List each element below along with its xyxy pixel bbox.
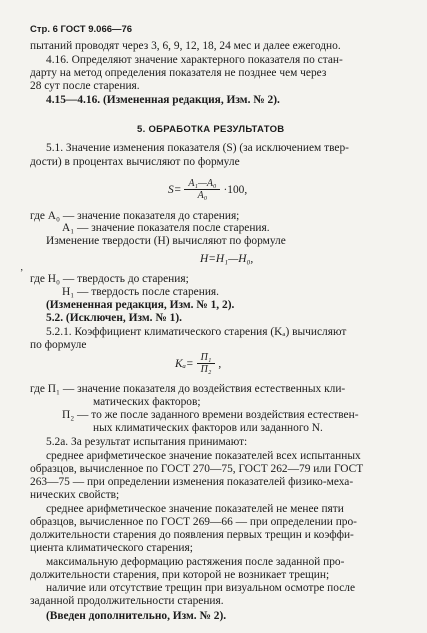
formula-text: H=H₁—H₀, xyxy=(200,253,254,265)
text-line: 263—75 — при определении изменения показателей физико-меха- xyxy=(30,476,354,488)
text-line: циента климатического старения; xyxy=(30,542,193,554)
text-line: H₁ — твердость после старения. xyxy=(62,286,219,298)
text-line: должительности старения до появления первых трещин и коэффи- xyxy=(30,529,354,541)
formula-rhs: ·100, xyxy=(223,183,248,196)
amendment-note: 5.2. (Исключен, Изм. № 1). xyxy=(46,312,182,324)
formula-s xyxy=(168,178,247,201)
formula-lhs: S= xyxy=(168,183,182,196)
fraction xyxy=(184,178,220,201)
text-line: должительности старения, при которой не возникает трещин; xyxy=(30,569,330,581)
text-line: где H₀ — твердость до старения; xyxy=(30,273,189,285)
fraction-numerator: A₁—A₀ xyxy=(184,178,220,190)
text-line: пытаний проводят через 3, 6, 9, 12, 18, 24 мес и далее ежегодно. xyxy=(30,40,341,52)
formula-lhs: Kₐ= xyxy=(175,357,194,370)
text-line: где П₁ — значение показателя до воздействия естественных кли- xyxy=(30,383,346,395)
text-line: 5.2.1. Коэффициент климатического старения (Kₐ) вычисляют xyxy=(46,326,347,338)
fraction-denominator: A₀ xyxy=(197,190,208,201)
text-line: среднее арифметическое значение показателей не менее пяти xyxy=(46,503,344,515)
text-line: по формуле xyxy=(30,339,87,351)
section-heading: 5. ОБРАБОТКА РЕЗУЛЬТАТОВ xyxy=(137,124,285,135)
text-line: наличие или отсутствие трещин при визуальном осмотре после xyxy=(46,582,356,594)
fraction-numerator: П₁ xyxy=(197,352,216,364)
text-line: образцов, вычисленное по ГОСТ 270—75, ГОСТ 262—79 или ГОСТ xyxy=(30,463,364,475)
text-line: ных климатических факторов или заданного N. xyxy=(93,422,323,434)
text-line: среднее арифметическое значение показателей всех испытанных xyxy=(46,450,361,462)
scan-mark: ‚ xyxy=(20,262,24,273)
text-line: максимальную деформацию растяжения после заданной про- xyxy=(46,556,345,568)
text-line: 5.2а. За результат испытания принимают: xyxy=(46,436,248,448)
formula-k xyxy=(175,352,221,375)
text-line: нических свойств; xyxy=(30,489,120,501)
text-line: 5.1. Значение изменения показателя (S) (за исключением твер- xyxy=(46,142,349,154)
text-line: образцов, вычисленное по ГОСТ 269—66 — при определении про- xyxy=(30,516,357,528)
text-line: П₂ — то же после заданного времени воздействия естествен- xyxy=(62,409,359,421)
text-line: заданной продолжительности старения. xyxy=(30,595,224,607)
text-line: матических факторов; xyxy=(93,396,201,408)
page-header: Стр. 6 ГОСТ 9.066—76 xyxy=(30,24,133,35)
amendment-note: (Введен дополнительно, Изм. № 2). xyxy=(46,610,227,622)
formula-rhs: , xyxy=(218,357,222,370)
text-line: где A₀ — значение показателя до старения; xyxy=(30,210,240,222)
text-line: 4.16. Определяют значение характерного показателя по стан- xyxy=(46,54,343,66)
amendment-note: 4.15—4.16. (Измененная редакция, Изм. № 2). xyxy=(46,94,280,106)
text-line: дарту на метод определения показателя не позднее чем через xyxy=(30,67,327,79)
amendment-note: (Измененная редакция, Изм. № 1, 2). xyxy=(46,299,235,311)
text-line: A₁ — значение показателя после старения. xyxy=(62,222,270,234)
text-line: 28 сут после старения. xyxy=(30,80,140,92)
text-line: Изменение твердости (H) вычисляют по формуле xyxy=(46,235,286,247)
fraction xyxy=(197,352,216,375)
formula-h xyxy=(200,253,253,265)
fraction-denominator: П₂ xyxy=(200,364,212,375)
text-line: дости) в процентах вычисляют по формуле xyxy=(30,156,240,168)
